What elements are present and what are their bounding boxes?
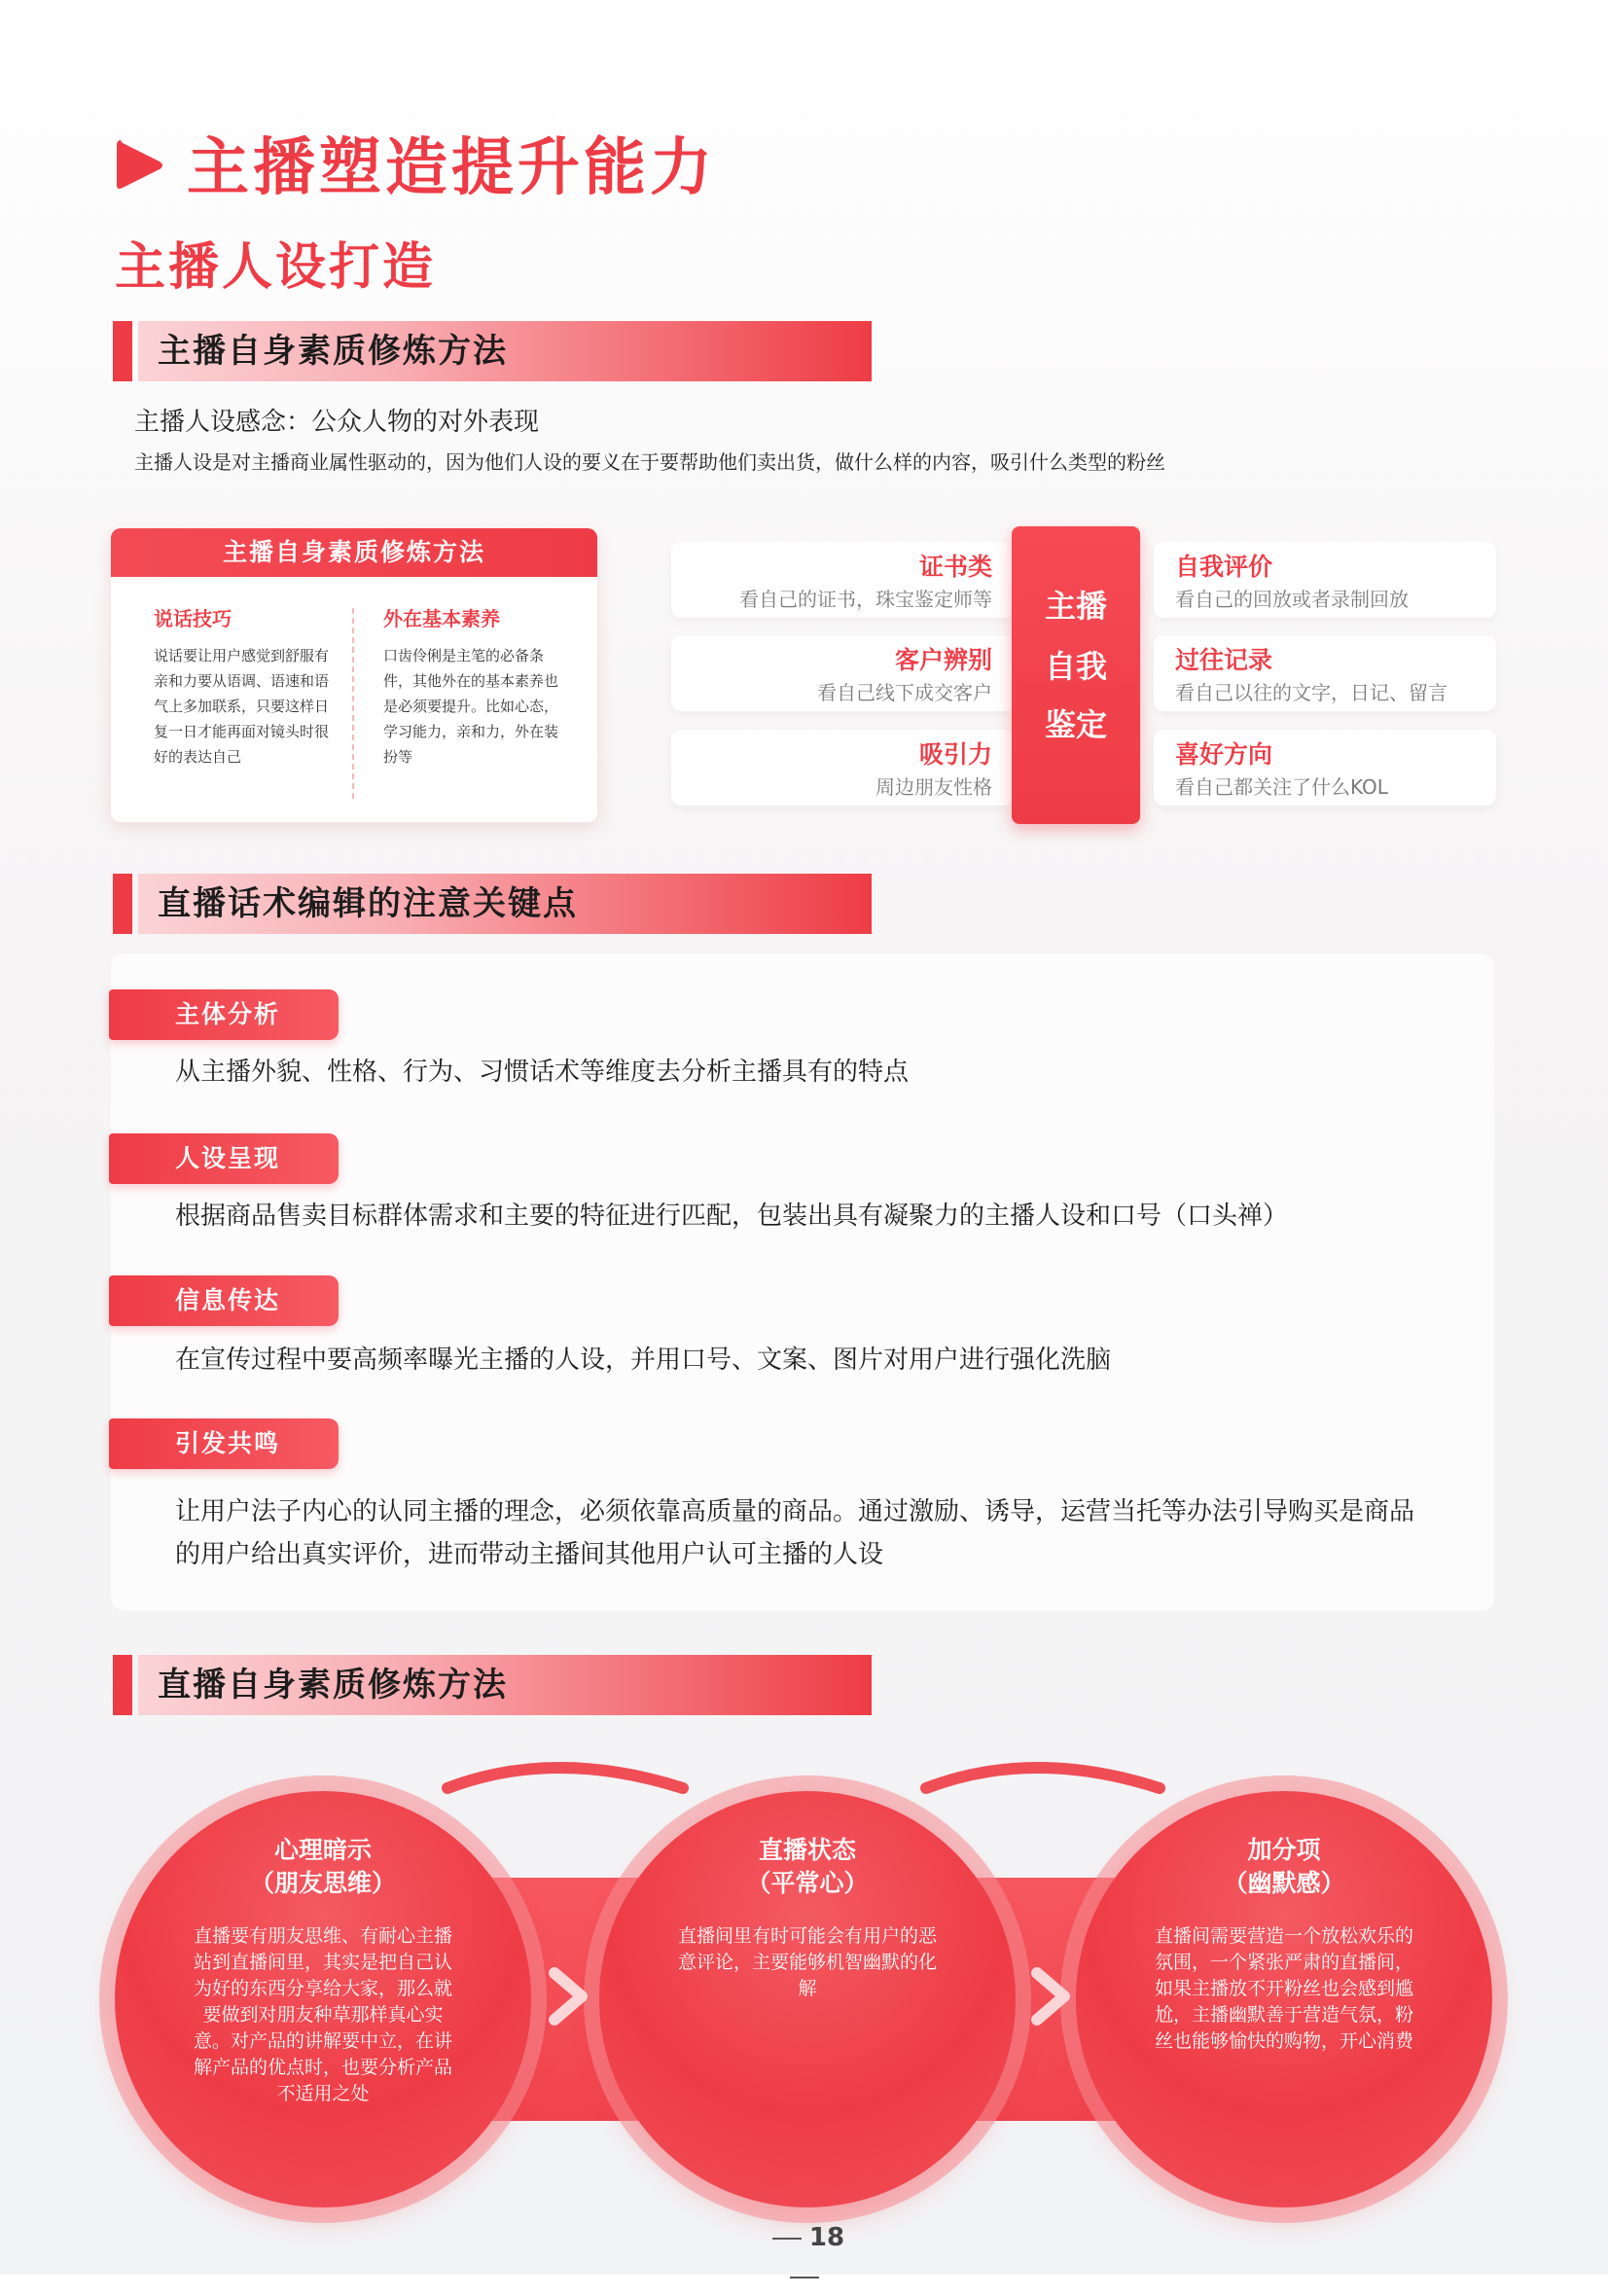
circle-body: 直播间里有时可能会有用户的恶意评论，主要能够机智幽默的化解 [677, 1925, 937, 1999]
page-number [745, 2218, 864, 2296]
key-point-tag: 信息传达 [109, 1275, 339, 1326]
assessment-desc: 看自己的回放或者录制回放 [1175, 588, 1409, 611]
center-line: 主播 [1044, 588, 1107, 625]
circle-title: 心理暗示 [273, 1836, 372, 1864]
assessment-title: 吸引力 [918, 740, 992, 769]
circle-body: 直播间需要营造一个放松欢乐的氛围，一个紧张严肃的直播间，如果主播放不开粉丝也会感到尴尬，主播幽默善于营造气氛，粉丝也能够愉快的购物，开心消费 [1154, 1925, 1413, 2052]
circle-state [599, 1791, 1016, 2207]
assessment-item-certificate [671, 542, 1014, 618]
circle-title-sub: （平常心） [746, 1869, 869, 1897]
assessment-item-self-review [1154, 542, 1496, 618]
chevron-right-icon [1029, 1967, 1074, 2026]
assessment-desc: 周边朋友性格 [875, 775, 992, 799]
assessment-title: 自我评价 [1175, 553, 1273, 581]
center-line: 鉴定 [1044, 706, 1107, 743]
assessment-title: 证书类 [918, 553, 992, 581]
method-card [111, 528, 597, 822]
method-col-title: 说话技巧 [154, 607, 232, 630]
section-header-3 [113, 1655, 872, 1715]
circle-title: 直播状态 [758, 1836, 856, 1864]
assessment-item-history [1154, 635, 1496, 711]
key-point-text: 在宣传过程中要高频率曝光主播的人设，并用口号、文案、图片对用户进行强化洗脑 [175, 1345, 1112, 1375]
section-header-2-text: 直播话术编辑的注意关键点 [158, 884, 578, 923]
method-col-appearance [383, 604, 562, 770]
method-card-title: 主播自身素质修炼方法 [111, 528, 597, 577]
dashed-divider [352, 608, 354, 799]
section-header-1 [113, 321, 872, 381]
key-point-text: 根据商品售卖目标群体需求和主要的特征进行匹配，包装出具有凝聚力的主播人设和口号（口头禅） [175, 1202, 1289, 1231]
method-col-speaking [154, 604, 333, 770]
assessment-item-customer [671, 635, 1014, 711]
assessment-title: 过往记录 [1175, 646, 1273, 674]
circle-body: 直播要有朋友思维、有耐心主播站到直播间里，其实是把自己认为好的东西分享给大家，那么就要做到对朋友种草那样真心实意。对产品的讲解要中立，在讲解产品的优点时，也要分析产品不适用之处 [193, 1925, 452, 2104]
center-line: 自我 [1044, 648, 1107, 685]
circle-mindset [115, 1791, 531, 2207]
assessment-desc: 看自己的证书，珠宝鉴定师等 [739, 588, 992, 611]
assessment-item-attraction [671, 730, 1014, 806]
section-header-2 [113, 874, 872, 934]
concept-body: 主播人设是对主播商业属性驱动的，因为他们人设的要义在于要帮助他们卖出货，做什么样的内容，吸引什么类型的粉丝 [134, 450, 1165, 474]
key-point-tag: 主体分析 [109, 989, 339, 1040]
assessment-desc: 看自己线下成交客户 [817, 681, 992, 704]
chevron-right-icon [547, 1967, 591, 2026]
section-header-3-text: 直播自身素质修炼方法 [158, 1666, 508, 1704]
circle-bonus [1076, 1791, 1492, 2207]
page-number-text: 18 [808, 2223, 845, 2252]
key-point-tag: 引发共鸣 [109, 1418, 339, 1469]
circle-title: 加分项 [1247, 1836, 1321, 1864]
concept-title: 主播人设感念：公众人物的对外表现 [134, 408, 540, 437]
key-point-text: 从主播外貌、性格、行为、习惯话术等维度去分析主播具有的特点 [175, 1058, 910, 1087]
circle-title-sub: （朋友思维） [249, 1869, 396, 1897]
method-col-title: 外在基本素养 [383, 607, 500, 630]
self-assessment-center [1012, 526, 1140, 824]
key-point-text: 让用户法子内心的认同主播的理念，必须依靠高质量的商品。通过激励、诱导，运营当托等办法引导购买是商品的用户给出真实评价，进而带动主播间其他用户认可主播的人设 [175, 1497, 1415, 1569]
play-triangle-icon [115, 136, 165, 195]
section-header-1-text: 主播自身素质修炼方法 [158, 332, 508, 371]
circle-title-sub: （幽默感） [1223, 1869, 1345, 1897]
assessment-desc: 看自己以往的文字，日记、留言 [1175, 681, 1447, 704]
assessment-title: 喜好方向 [1175, 740, 1273, 769]
assessment-desc: 看自己都关注了什么KOL [1175, 775, 1388, 799]
page-subtitle: 主播人设打造 [115, 238, 437, 297]
assessment-title: 客户辨别 [894, 646, 992, 674]
assessment-item-preference [1154, 730, 1496, 806]
method-col-body: 口齿伶俐是主笔的必备条件，其他外在的基本素养也是必须要提升。比如心态，学习能力，亲和力，外在装扮等 [383, 647, 559, 766]
key-point-tag: 人设呈现 [109, 1133, 339, 1184]
method-col-body: 说话要让用户感觉到舒服有亲和力要从语调、语速和语气上多加联系，只要这样日复一日才能再面对镜头时很好的表达自己 [154, 647, 330, 766]
page-title: 主播塑造提升能力 [187, 132, 716, 204]
